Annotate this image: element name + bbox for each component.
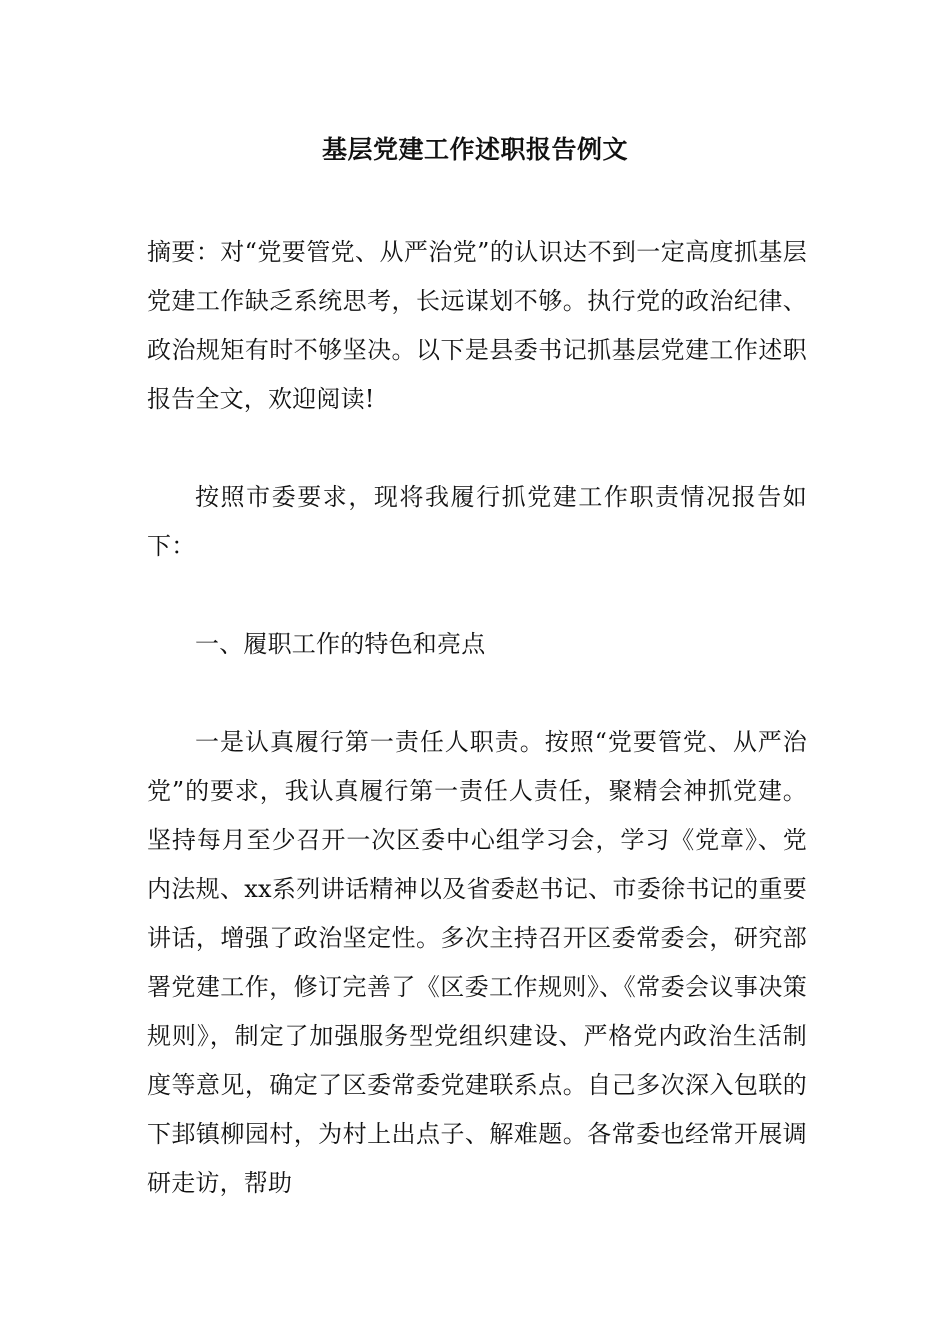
body-paragraph: 一是认真履行第一责任人职责。按照“党要管党、从严治党”的要求，我认真履行第一责任人责任，聚精会神抓党建。坚持每月至少召开一次区委中心组学习会，学习《党章》、党内法规、xx系列讲话精神以及省委赵书记、市委徐书记的重要讲话，增强了政治坚定性。多次主持召开区委常委会，研究部署党建工作，修订完善了《区委工作规则》、《常委会议事决策规则》，制定了加强服务型党组织建设、严格党内政治生活制度等意见，确定了区委常委党建联系点。自己多次深入包联的下邽镇柳园村，为村上出点子、解难题。各常委也经常开展调研走访，帮助 xyxy=(147,728,807,1197)
abstract-paragraph: 摘要：对“党要管党、从严治党”的认识达不到一定高度抓基层党建工作缺乏系统思考，长远谋划不够。执行党的政治纪律、政治规矩有时不够坚决。以下是县委书记抓基层党建工作述职报告全文，欢迎阅读! xyxy=(147,238,807,413)
section-heading: 一、履职工作的特色和亮点 xyxy=(195,630,486,658)
intro-paragraph: 按照市委要求，现将我履行抓党建工作职责情况报告如下： xyxy=(147,483,807,560)
document-title: 基层党建工作述职报告例文 xyxy=(321,135,628,164)
document-body xyxy=(147,228,807,1208)
